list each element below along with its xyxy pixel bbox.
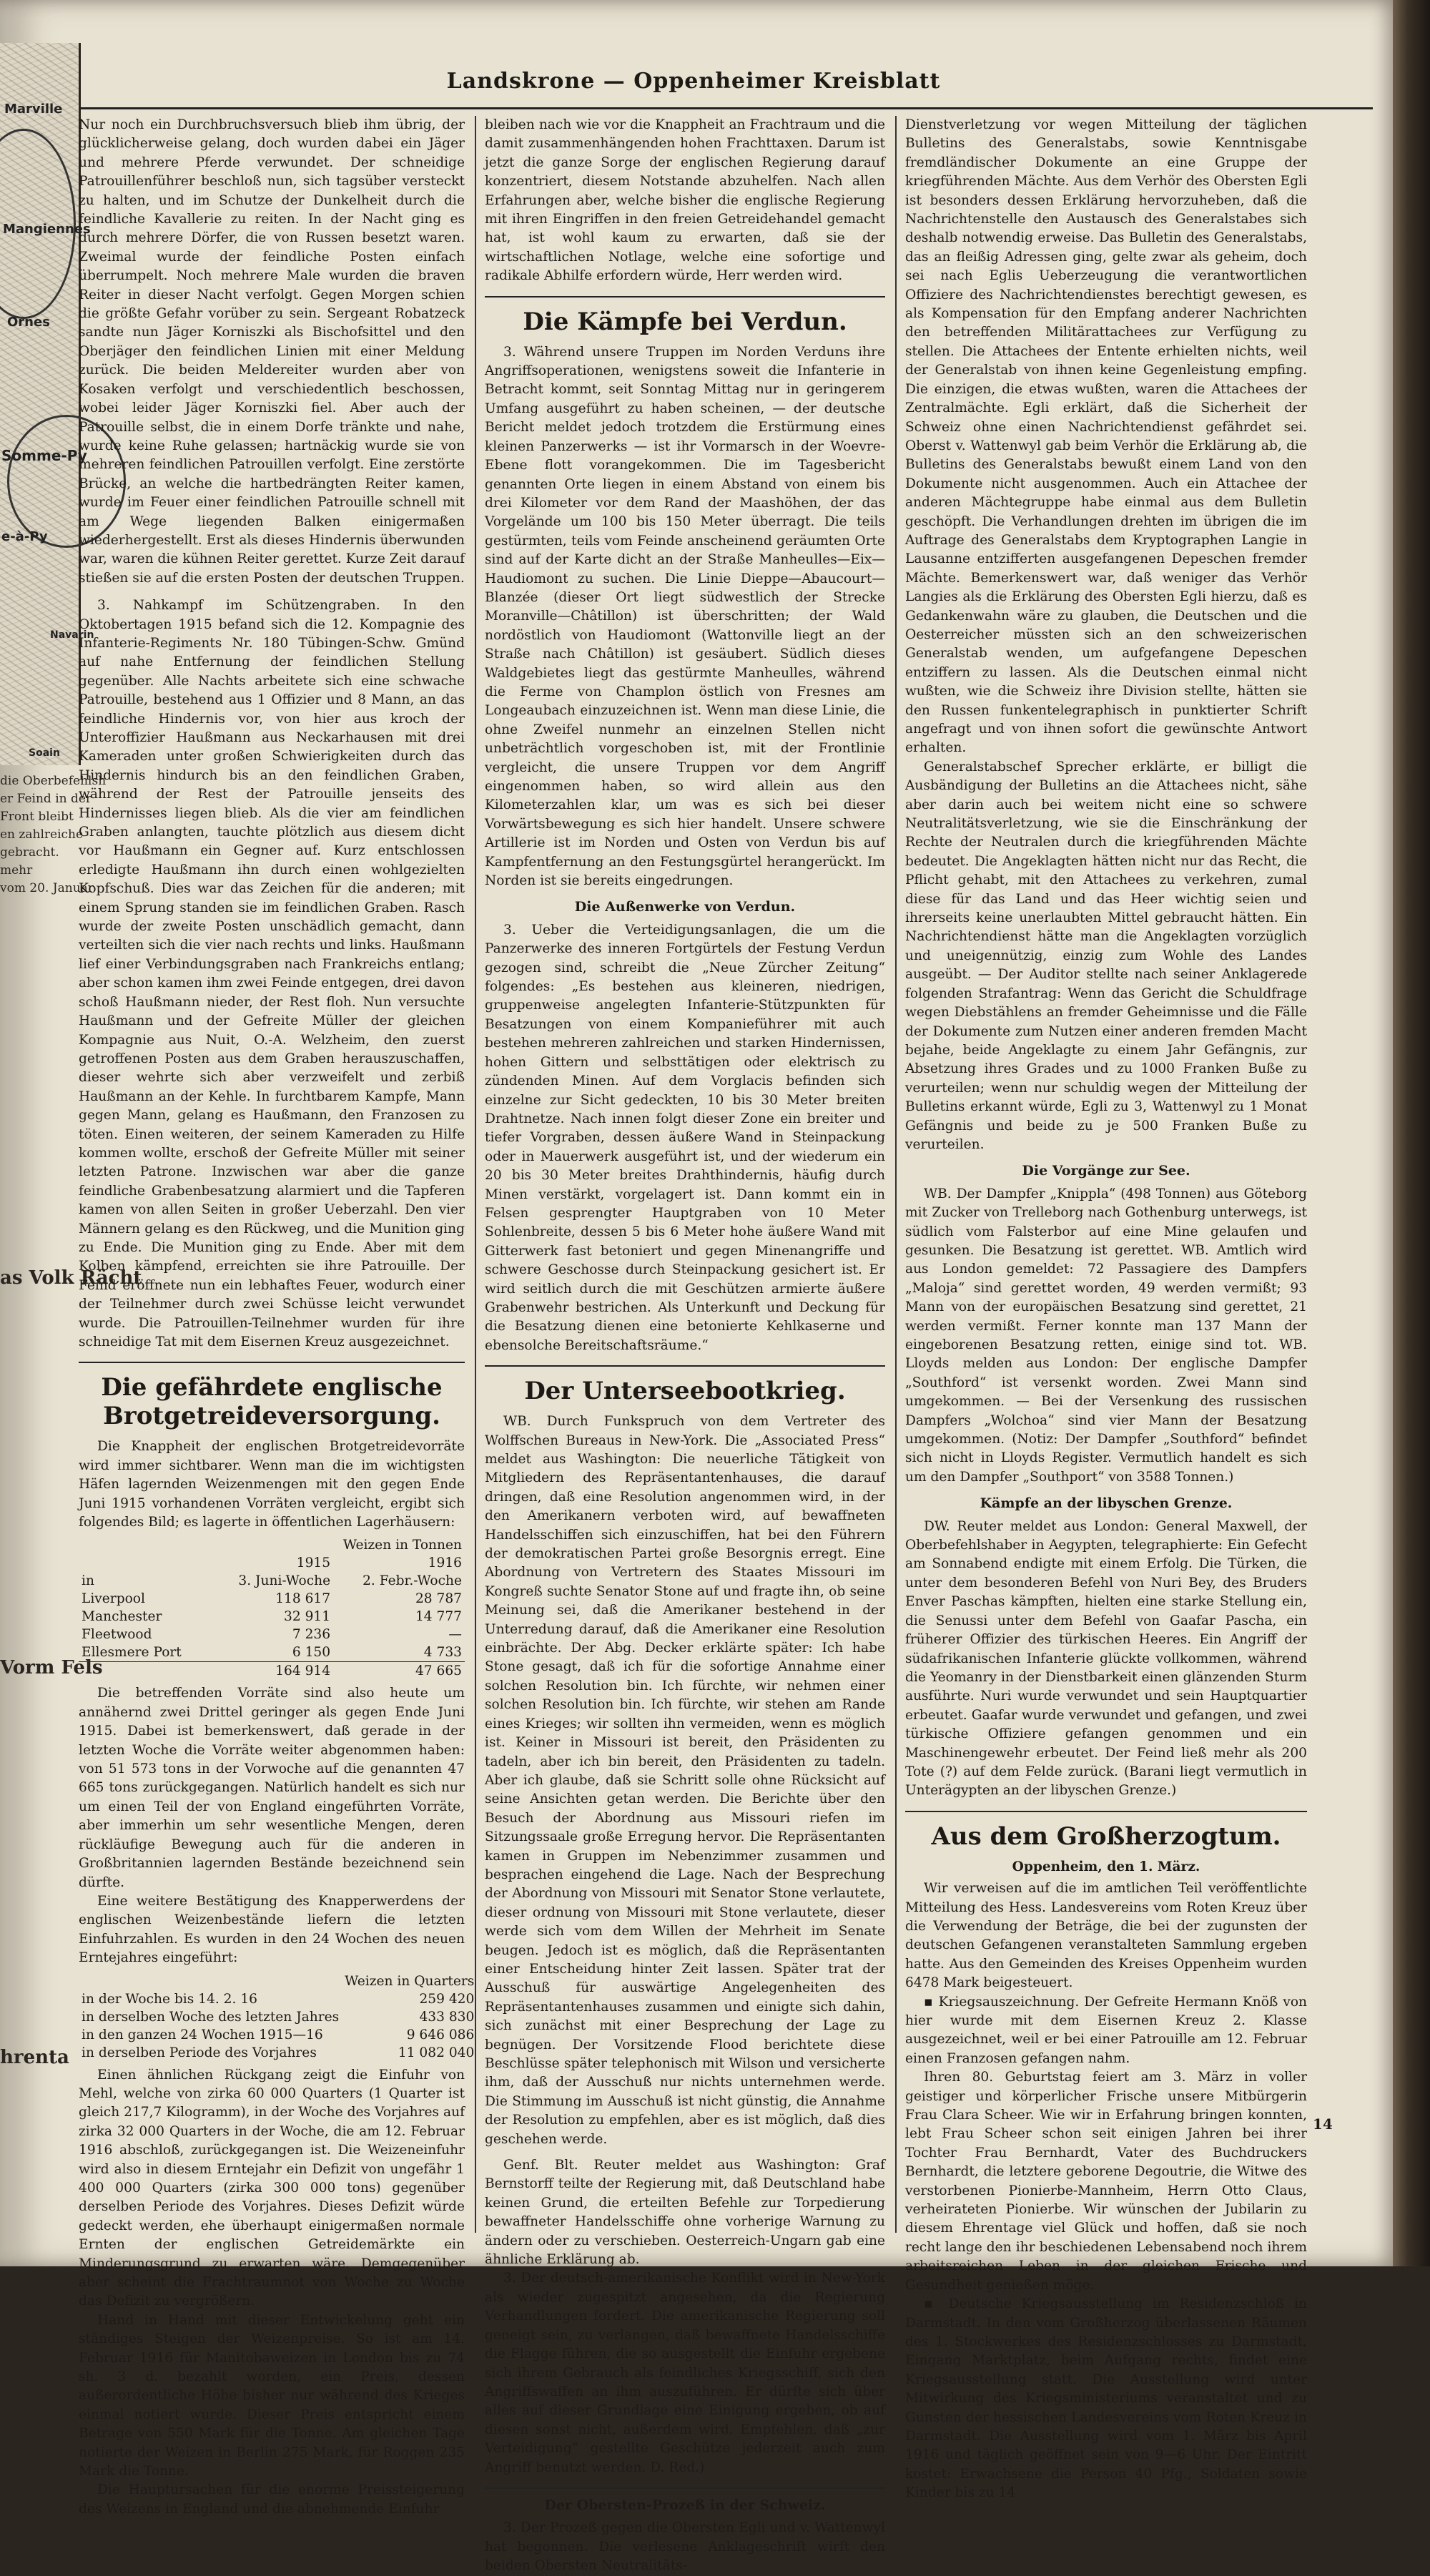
article-paragraph: Einen ähnlichen Rückgang zeigt die Einfuhr von Mehl, welche von zirka 60 000 Quarters (1 Quarter ist gleich 217,7 Kilogramm), in der Woche des Vorjahres auf zirka 32 000 Quarters in der Woche, die am 12. Februar 1916 abschloß, zurückgegangen ist. Die Weizeneinfuhr wird also in diesem Erntejahr ein Defizit von ungefähr 1 400 000 Quarters (zirka 300 000 tons) gegenüber derselben Periode des Vorjahres. Dieses Defizit würde gedeckt werden, ehe überhaupt einigermaßen normale Ernten der englischen Getreidemärkte ein Minderungsgrund zu erwarten wäre. Demgegenüber aber scheint die Frachtraumnot von Woche zu Woche das Defizit zu vergrößern. [79,2067,465,2309]
table-row [79,1590,465,1608]
table-cell: 4 733 [423,1645,462,1661]
table-year: 1916 [428,1555,462,1571]
table-cell: Liverpool [82,1591,145,1607]
subheadline-obersten-prozess: Der Obersten-Prozeß in der Schweiz. [544,2497,826,2513]
table-cell: in derselben Woche des letzten Jahres [82,2009,340,2025]
map-label: Marville [4,102,63,117]
margin-text: die Oberbefehlsh [0,774,107,788]
table-row [79,1643,465,1662]
page-number: 14 [1313,2115,1333,2133]
article-paragraph: 3. Der deutsch-amerikanische Konflikt wird in New-York als wieder zugespitzt angesehen, da die Regierung Verhandlungen fordert. Die amerikanische Regierung soll geneigt sein, zu verlangen, daß bewaffnete Handelsschiffe die Flagge führen, die so ausgestellt die Einfuhr ergebene sich ihrem Gebrauch als feindliches Kriegsschiff, sich den Angriffswaffen an ihm auszuführen. Er dürfte sich über alles auf dieser Grundlage eine Einigung ergeben, ob auf diesen sonst nicht, außerdem wird. Empfehlen, daß „zur Verteidigung“ gestellte Geschütze jederzeit auch zum Angriff benutzt werden. D. Red.) [485,2271,885,2475]
table-cell: 6 150 [292,1645,331,1661]
article-paragraph: WB. Durch Funkspruch von dem Vertreter des Wolffschen Bureaus in New-York. Die „Associated Press“ meldet aus Washington: Die neuerliche Tätigkeit von Mitgliedern des Repräsentantenhauses, die darauf dringen, daß eine Resolution angenommen wird, in der den Amerikanern verboten wird, auf bewaffneten Handelsschiffen sich einzuschiffen, hat bei den Führern der demokratischen Partei große Besorgnis erregt. Eine Abordnung von Vertretern des Staates Missouri im Kongreß suchte Senator Stone auf und fragte ihn, ob seine Meinung sei, daß die Amerikaner bestehend in der Unterredung darauf, daß die Amerikaner eine Resolution einbrächte. Der Abg. Decker erklärte später: Ich habe Stone gesagt, daß ich für die sofortige Annahme einer solchen Resolution bin. Ich fürchte, wir nehmen einer solchen Resolution bin. Ich fürchte, wir stehen am Rande eines Krieges; wir sollten ihn vermeiden, wenn es möglich ist. Keiner in Missouri ist bereit, den Präsidenten zu tadeln, aber ich bin bereit, den Präsidenten zu tadeln. Aber ich glaube, daß sie Schritt solle ohne Rücksicht auf seine Ansichten getan werden. Die Berichte über den Besuch der Abordnung aus Missouri riefen im Sitzungssaale große Erregung hervor. Die Repräsentanten kamen in Gruppen im Nebenzimmer zusammen und besprachen eingehend die Lage. Nach der Besprechung der Abordnung von Missouri mit Senator Stone verlautete, dieser ordnung von Missouri mit Stone verlautete, dieser werde sich vom dem Willen der Mehrheit im Senate beugen. Jedoch ist es möglich, daß die Repräsentanten einer Entscheidung hinter Zeit lassen. Später trat der Ausschuß für auswärtige Angelegenheiten des Repräsentantenhauses zusammen und einigte sich dahin, sich zunächst mit einer Besprechung der Lage zu begnügen. Der Vorsitzende Flood berichtete diese Beschlüsse später telephonisch mit Wilson und versicherte ihm, daß der Ausschuß nur nichts unternehmen werde. Die Stimmung im Ausschuß ist nicht günstig, die Annahme der Resolution zu empfehlen, aber es ist möglich, daß dies geschehen werde. [485,1414,885,2147]
margin-heading: hrenta [0,2047,69,2068]
article-paragraph: Eine weitere Bestätigung des Knapperwerdens der englischen Weizenbestände liefern die letzten Einfuhrzahlen. Es wurden in den 24 Wochen des neuen Erntejahres eingeführt: [79,1893,465,1966]
table-header: Weizen in Quarters [345,1973,475,1989]
table-cell: 3. Juni-Woche [238,1573,331,1589]
article-paragraph: Nur noch ein Durchbruchsversuch blieb ihm übrig, der glücklicherweise gelang, doch wurden dabei ein Jäger und mehrere Pferde verwundet. Der schneidige Patrouillenführer beschloß nun, sich tagsüber versteckt zu halten, und im Schutze der Dunkelheit durch die feindliche Kavallerie zu reiten. In der Nacht ging es durch mehrere Dörfer, die von Russen besetzt waren. Zweimal wurde der feindliche Posten einfach überrumpelt. Noch mehrere Male wurden die braven Reiter in dieser Nacht verfolgt. Gegen Morgen schien die größte Gefahr vorüber zu sein. Sergeant Robatzeck sandte nun Jäger Korniszki als Bischofsittel und den Oberjäger den feindlichen Linien mit einer Meldung zurück. Die beiden Meldereiter wurden aber von Kosaken verfolgt und verschiedentlich beschossen, wobei leider Jäger Korniszki fiel. Aber auch der Patrouille selbst, die in einem Dorfe tränkte und nahe, wurde keine Ruhe gelassen; hartnäckig wurde sie von mehreren feindlichen Patrouillen verfolgt. Eine zerstörte Brücke, an welche die hartbedrängten Reiter kamen, wurde im Feuer einer feindlichen Patrouille schnell mit am Wege liegenden Balken einigermaßen wiederhergestellt. Erst als dieses Hindernis überwunden war, waren die kühnen Reiter gerettet. Kurze Zeit darauf stießen sie auf die ersten Posten der deutschen Truppen. [79,117,465,586]
table-cell: 7 236 [292,1627,331,1643]
table-year: 1915 [296,1555,331,1571]
table-cell: 2. Febr.-Woche [363,1573,462,1589]
table-cell: 14 777 [415,1609,462,1625]
article-paragraph: Die Knappheit der englischen Brotgetreidevorräte wird immer sichtbarer. Wenn man die im wichtigsten Häfen lagernden Weizenmengen mit den gegen Ende Juni 1915 vorhandenen Vorräten vergleicht, ergibt sich folgendes Bild; es lagerte in öffentlichen Lagerhäusern: [79,1439,465,1530]
article-paragraph: 3. Ueber die Verteidigungsanlagen, die um die Panzerwerke des inneren Fortgürtels der Festung Verdun gezogen sind, schreibt die „Neue Zürcher Zeitung“ folgendes: „Es bestehen aus kleineren, niedrigen, gruppenweise angelegten Infanterie-Stützpunkten für Besatzungen von einem Kompanieführer mit auch bestehen mehreren zahlreichen und starken Hindernissen, hohen Gittern und selbsttätigen oder elektrisch zu zündenden Minen. Auf dem Vorglacis befinden sich einzelne zur Sicht gedeckten, 10 bis 30 Meter breiten Drahtnetze. Nach innen folgt dieser Zone ein breiter und tiefer Vorgraben, dessen äußere Wand in Steinpackung oder in Mauerwerk ausgeführt ist, und der wiederum ein 20 bis 30 Meter breites Drahthindernis, häufig durch Minen verstärkt, vorgelagert ist. Dann kommt ein in Felsen gesprengter Hauptgraben von 10 Meter Sohlenbreite, dessen 5 bis 6 Meter hohe äußere Wand mit Gitterwerk fast betoniert und gegen Minenangriffe und schwere Geschosse durch Steinpackung gesichert ist. Er wird seitlich durch die mit Geschützen armierte äußere Grabenwehr bestrichen. Als Unterkunft und Deckung für die Besatzung dienen eine betonierte Kehlkaserne und ebensolche Bereitschaftsräume.“ [485,922,885,1353]
map-label: Mangiennes [3,222,91,237]
masthead-rule [79,107,1373,109]
article-paragraph: Die betreffenden Vorräte sind also heute um annähernd zwei Drittel geringer als gegen Ende Juni 1915. Dabei ist bemerkenswert, daß gerade in der letzten Woche die Vorräte weiter abgenommen haben: von 51 573 tons in der Vorwoche auf die genannten 47 665 tons zurückgegangen. Natürlich handelt es sich nur um einen Teil der von England eingeführten Vorräte, aber immerhin um sehr wesentliche Mengen, deren rückläufige Bewegung auch für die anderen in Großbritannien lagernden Bestände bezeichnend sein dürfte. [79,1686,465,1890]
margin-text: mehr [0,863,33,877]
subheadline-see: Die Vorgänge zur See. [1022,1163,1190,1179]
table-cell: 259 420 [419,1991,475,2007]
table-row [79,1608,465,1626]
table-sum-row [79,1662,465,1681]
article-paragraph: ▪ Deutsche Kriegsausstellung im Residenzschloß in Darmstadt. In den vom Großherzog überlassenen Räumen des 1. Stockwerkes des Residenzschlosses zu Darmstadt, Eingang Marktplatz, beim Aufgang rechts, findet eine Kriegsausstellung statt. Die Ausstellung wird unter Mitwirkung des Kriegsministeriums veranstaltet und zu Gunsten der hessischen Landesvereins vom Roten Kreuz in Darmstadt. Die Ausstellung wird vom 1. März bis April 1916 und täglich geöffnet sein von 9—6 Uhr. Der Eintritt kostet: Erwachsene die Person 40 Pfg., Soldaten sowie Kinder bis zu 14 [905,2296,1307,2501]
article-paragraph: Ihren 80. Geburtstag feiert am 3. März in voller geistiger und körperlicher Frische unsere Mitbürgerin Frau Clara Scheer. Wie wir in Erfahrung bringen konnten, lebt Frau Scheer schon seit einigen Jahren bei ihrer Tochter Frau Bernhardt, Vater des Buchdruckers Bernhardt, die letztere geborene Degoutrie, die Witwe des verstorbenen Pionierbe-Mannheim, Herrn Otto Claus, verheirateten Pionierbe. Wir wünschen der Jubilarin zu diesem Ehrentage viel Glück und hoffen, daß sie noch recht lange den ihr beschiedenen Lebensabend noch ihrem arbeitsreichen Leben in der gleichen Frische und Gesundheit genießen möge. [905,2070,1307,2293]
dateline: Oppenheim, den 1. März. [1012,1859,1200,1874]
headline-grossherzogtum: Aus dem Großherzogtum. [931,1822,1281,1851]
map-label: e-à-Py [1,529,48,544]
margin-heading: as Volk Rächt [0,1267,142,1289]
table-cell: 433 830 [419,2009,475,2025]
table-cell: 11 082 040 [398,2045,475,2060]
article-paragraph: DW. Reuter meldet aus London: General Maxwell, der Oberbefehlshaber in Aegypten, telegraphierte: Ein Gefecht am Sonnabend endigte mit einem Erfolg. Die Türken, die unter dem besonderen Befehl von Nuri Bey, des Bruders Enver Paschas kämpften, hielten eine starke Stellung ein, die Senussi unter dem Befehl von Gaafar Pascha, ein früherer Offizier des türkischen Heeres. Ein Angriff der südafrikanischen Infanterie glückte vollkommen, während die Yeomanry in der Dienstbarkeit einen glänzenden Sturm ausführte. Nuri wurde verwundet und sein Hauptquartier erbeutet. Gaafar wurde verwundet und gefangen, und zwei türkische Offiziere gefangen genommen und ein Maschinengewehr erbeutet. Der Feind ließ mehr als 200 Tote (?) auf dem Felde zurück. (Barani liegt vermutlich in Unterägypten an der libyschen Grenze.) [905,1518,1307,1799]
table-cell: in [82,1573,94,1589]
section-rule [905,1811,1307,1812]
column-1 [79,116,475,2519]
table-row [79,2026,477,2044]
article-paragraph: Wir verweisen auf die im amtlichen Teil veröffentlichte Mitteilung des Hess. Landesvereins vom Roten Kreuz über die Verwendung der Beträge, die bei der zugunsten der deutschen Gefangenen veranstalteten Sammlung ergeben hatte. Aus den Gemeinden des Kreises Oppenheim wurden 6478 Mark beigesteuert. [905,1881,1307,1991]
column-3 [905,116,1307,2503]
table-cell: Ellesmere Port [82,1645,182,1661]
masthead: Landskrone — Oppenheimer Kreisblatt [446,69,941,94]
column-divider [475,116,476,2233]
section-rule [485,296,885,298]
margin-text: gebracht. [0,845,59,860]
headline-verdun: Die Kämpfe bei Verdun. [523,307,847,336]
table-header: Weizen in Tonnen [342,1538,462,1553]
map-label: Ornes [7,315,50,330]
binding-edge [1393,0,1430,2266]
margin-text: Front bleibt [0,810,74,824]
article-paragraph: Hand in Hand mit dieser Entwickelung geht ein ständiges Steigen der Weizenpreise. So ist am 14. Februar 1916 für Manitobaweizen in London bis zu 74 sh. 3 d. bezahlt worden, ein Preis, dessen außerordentliche Höhe bisher nur während des Krieges einmal notiert wurde. Dieser Preis entspricht einem Betrage von 550 Mark für die Tonne. Am gleichen Tage notierte der Weizen in Berlin 275 Mark, für Roggen 235 Mark die Tonne. [79,2312,465,2479]
table-cell: 9 646 086 [406,2027,475,2042]
margin-heading: Vorm Fels [0,1657,103,1678]
section-rule [485,2487,885,2489]
map-label: Somme-Py [1,447,87,464]
table-row [79,2008,477,2026]
table-cell: in den ganzen 24 Wochen 1915—16 [82,2027,323,2042]
headline-unterseebootkrieg: Der Unterseebootkrieg. [524,1377,846,1406]
article-paragraph: bleiben nach wie vor die Knappheit an Frachtraum und die damit zusammenhängenden hohen Frachttaxen. Darum ist jetzt die ganze Sorge der englischen Regierung darauf konzentriert, diesem Notstande abzuhelfen. Nach allen Erfahrungen aber, welche bisher die englische Regierung mit ihren Eingriffen in den freien Getreidehandel gemacht hat, ist wohl kaum zu erwarten, daß sie der wirtschaftlichen Notlage, welche eine sofortige und radikale Abhilfe erfordern würde, Herr werden wird. [485,117,885,284]
wheat-import-table [79,1972,477,2062]
table-row [79,1626,465,1643]
table-cell: 118 617 [275,1591,331,1607]
column-divider [895,116,897,2233]
table-cell: 28 787 [415,1591,462,1607]
table-cell: Fleetwood [82,1627,152,1643]
table-row [79,1990,477,2008]
margin-text: er Feind in der [0,792,92,806]
margin-text: en zahlreiche [0,827,84,842]
map-fragment [0,43,94,765]
article-paragraph: Genf. Blt. Reuter meldet aus Washington: Graf Bernstorff teilte der Regierung mit, daß Deutschland habe keinen Grund, die erteilten Befehle zur Torpedierung bewaffneter Handelsschiffe ohne vorherige Warnung zu ändern oder zu verschieben. Oesterreich-Ungarn gab eine ähnliche Erklärung ab. [485,2158,885,2268]
wheat-stock-table [79,1536,465,1680]
article-paragraph: Die Hauptursachen für die enorme Preissteigerung des Weizens in England und die abnehmende Einfuhr [79,2482,465,2517]
table-cell: in derselben Periode des Vorjahres [82,2045,317,2060]
margin-text: vom 20. Januar [0,881,94,895]
article-paragraph: ▪ Kriegsauszeichnung. Der Gefreite Hermann Knöß von hier wurde mit dem Eisernen Kreuz 2. Klasse ausgezeichnet, weil er bei einer Patrouille am 12. Februar einen Franzosen gefangen nahm. [905,1994,1307,2066]
map-label: Soain [29,747,60,759]
table-cell: Manchester [82,1609,162,1625]
section-rule [485,1365,885,1367]
article-paragraph: 3. Nahkampf im Schützengraben. In den Oktobertagen 1915 befand sich die 12. Kompagnie des Infanterie-Regiments Nr. 180 Tübingen-Schw. Gmünd auf nahe Entfernung der feindlichen Stellung gegenüber. Alle Nachts arbeitete sich eine schwache Patrouille, bestehend aus 1 Offizier und 8 Mann, an das feindliche Hindernis vor, von hier aus kroch der Unteroffizier Haußmann aus Neckarhausen mit drei Kameraden unter großen Schwierigkeiten durch das Hindernis hindurch bis an den feindlichen Graben, während der Rest der Patrouille jenseits des Hindernisses liegen blieb. Als die vier am feindlichen Graben anlangten, tauchte plötzlich aus diesem dicht vor Haußmann ein Gegner auf. Kurz entschlossen erledigte Haußmann ihn durch einen wohlgezielten Kopfschuß. Dies war das Zeichen für die anderen; mit einem Sprung standen sie im feindlichen Graben. Rasch wurde der zweite Posten unschädlich gemacht, dann verteilten sich die vier nach rechts und links. Haußmann lief einer Verbindungsgraben nach Frankreichs entlang; aber schon kamen ihm zwei Feinde entgegen, drei davon schoß Haußmann nieder, der Rest floh. Nun versuchte Haußmann und der Gefreite Müller der gleichen Kompagnie aus Nuit, O.-A. Welzheim, den zuerst getroffenen Posten aus dem Graben herauszuschaffen, dieser wehrte sich aber verzweifelt und zerbiß Haußmann an der Kehle. In furchtbarem Kampfe, Mann gegen Mann, gelang es Haußmann, den Franzosen zu töten. Einen weiteren, der seinem Kameraden zu Hilfe kommen wollte, erschoß der Gefreite Müller mit seiner letzten Patrone. Inzwischen war aber die ganze feindliche Grabenbesatzung alarmiert und die Tapferen kamen von allen Seiten in großer Ueberzahl. Den vier Männern gelang es den Rückweg, und die Munition ging zu Ende. Die Munition ging zu Ende. Aber mit dem Kolben kämpfend, erreichten sie ihre Patrouille. Der Feind eröffnete nun ein lebhaftes Feuer, wodurch einer der Teilnehmer durch zwei Schüsse leicht verwundet wurde. Die Patrouillen-Teilnehmer wurden für ihre schneidige Tat mit dem Eisernen Kreuz ausgezeichnet. [79,598,465,1350]
article-paragraph: Dienstverletzung vor wegen Mitteilung der täglichen Bulletins des Generalstabs, sowie Kenntnisgabe fremdländischer Dokumente an eine Gruppe der kriegführenden Mächte. Aus dem Verhör des Obersten Egli ist besonders dessen Erklärung hervorzuheben, daß die Nachrichtenstelle den Austausch des Generalstabes sich deshalb notwendig erweise. Das Bulletin des Generalstabs, das an fleißig Adressen ging, gelte zwar als geheim, doch sei nach Eglis Ueberzeugung die verantwortlichen Offiziere des Nachrichtendienstes berechtigt gewesen, es als Kompensation für den Empfang anderer Nachrichten den betreffenden Militärattachees zur Verfügung zu stellen. Die Attachees der Entente erhielten nichts, weil der Generalstab von ihnen keine Gegenleistung empfing. Die einzigen, die etwas wußten, waren die Attachees der Zentralmächte. Egli erklärt, daß die Sicherheit der Schweiz ohne einen Nachrichtendienst gefährdet sei. Oberst v. Wattenwyl gab beim Verhör die Erklärung ab, die Bulletins des Generalstabs bewußt einem Land von den Dokumente nicht ausgenommen. Auch ein Attachee der anderen Mächtegruppe habe einmal aus dem Bulletin geschöpft. Die Verhandlungen drehten im übrigen die im Auftrage des Generalstabs dem Kryptographen Langie in Lausanne entzifferten ausgefangenen Depeschen fremder Mächte. Bemerkenswert war, daß weniger das Verhör Langies als die Erklärung des Obersten Egli hierzu, daß es Gedankenwahn wäre zu glauben, die Deutschen und die Oesterreicher müssten sich an den schweizerischen Generalstab wenden, um aufgefangene Depeschen entziffern zu lassen. Als die Deutschen einmal nicht wußten, wie die Schweiz ihre Division stellte, hätten sie den Russen funkentelegraphisch in punktierter Schrift angefragt und von ihnen sofort die gewünschte Antwort erhalten. [905,117,1307,756]
table-cell: 47 665 [333,1662,465,1681]
article-paragraph: 3. Der Prozeß gegen die Obersten Egli und v. Wattenwyl hat begonnen. Die verlesene Anklageschrift wirft den beiden Obersten Neutralitäts- [485,2520,885,2574]
column-2 [485,116,885,2576]
table-row [79,2044,477,2062]
subheadline-aussenwerke: Die Außenwerke von Verdun. [574,899,796,915]
section-rule [79,1362,465,1363]
table-cell: 32 911 [284,1609,331,1625]
article-paragraph: 3. Während unsere Truppen im Norden Verduns ihre Angriffsoperationen, wenigstens soweit die Infanterie in Betracht kommt, seit Sonntag Mittag nur in geringerem Umfang ausgeführt zu haben scheinen, — der deutsche Bericht meldet jedoch trotzdem die Erstürmung eines kleinen Panzerwerks — ist ihr Vormarsch in der Woevre-Ebene flott vorangekommen. Die im Tagesbericht genannten Orte liegen in einem Abstand von einem bis drei Kilometer vor dem Rand der Maashöhen, der das Vorgelände um 100 bis 150 Meter überragt. Die teils gestürmten, teils vom Feinde anscheinend geräumten Orte sind auf der Karte dicht an der Straße Manheulles—Eix—Haudiomont zu suchen. Die Linie Dieppe—Abaucourt—Blanzée (dieser Ort liegt südwestlich der Strecke Moranville—Châtillon) ist überschritten; der Wald nordöstlich von Haudiomont (Wattonville liegt an der Straße nach Châtillon) ist gesäubert. Südlich dieses Waldgebietes liegt das gestürmte Manheulles, während die Ferme von Champlon östlich von Fresnes am Longeaubach einzuzeichnen ist. Wenn man diese Linie, die ohne Zweifel nunmehr an einzelnen Stellen nicht unbeträchtlich vorgeschoben ist, mit der Frontlinie vergleicht, die unsere Truppen vor dem Angriff eingenommen haben, so wird allein aus den Kilometerzahlen klar, um was es sich bei dieser Vorwärtsbewegung es sich hier handelt. Unsere schwere Artillerie ist im Norden und Osten von Verdun bis auf Kampfentfernung an den Festungsgürtel herangerückt. Im Norden ist sie bereits eingedrungen. [485,344,885,889]
table-cell: — [448,1627,462,1643]
headline-brotgetreide: Die gefährdete englische Brotgetreideversorgung. [101,1373,443,1431]
article-paragraph: WB. Der Dampfer „Knippla“ (498 Tonnen) aus Göteborg mit Zucker von Trelleborg nach Gothenburg unterwegs, ist südlich vom Falsterbor auf eine Mine gelaufen und gesunken. Die Besatzung ist gerettet. WB. Amtlich wird aus London gemeldet: 72 Passagiere des Dampfers „Maloja“ sind gerettet worden, 49 werden vermißt; 93 Mann von der europäischen Besatzung sind gerettet, 21 werden vermißt. Ferner konnte man 137 Mann der eingeborenen Besatzung retten, einige sind tot. WB. Lloyds melden aus London: Der englische Dampfer „Southford“ ist versenkt worden. Zwei Mann sind umgekommen. — Bei der Versenkung des russischen Dampfers „Wolchoa“ sind vier Mann der Besatzung umgekommen. (Notiz: Der Dampfer „Southford“ befindet sich nicht in Lloyds Register. Vermutlich handelt es sich um den Dampfer „Southport“ von 3588 Tonnen.) [905,1186,1307,1485]
map-label: Navarin [50,629,94,641]
table-cell: in der Woche bis 14. 2. 16 [82,1991,257,2007]
article-paragraph: Generalstabschef Sprecher erklärte, er billigt die Ausbändigung der Bulletins an die Attachees nicht, sähe aber darin auch bei weitem nicht eine so schwere Neutralitätsverletzung, wie sie die Einschränkung der Rechte der Neutralen durch die kriegführenden Mächte bedeutet. Die Angeklagten hätten nicht nur das Recht, die Pflicht gehabt, mit den Attachees zu verkehren, zumal diese für das Land und das Heer wichtig seien und ihrerseits keine unerlaubten Mittel gebraucht hätten. Ein Nachrichtendienst hätte man die Angeklagten vorzüglich und uneigennützig, einzig zum Wohle des Landes ausgeübt. — Der Auditor stellte nach seiner Anklagerede folgenden Strafantrag: Wenn das Gericht die Schuldfrage wegen Diebstählens an fremder Geheimnisse und die Fälle der Dokumente zum Nutzen einer anderen fremden Macht bejahe, beide Angeklagte zu einem Jahr Gefängnis, zur Absetzung ihres Grades und zu 1000 Franken Buße zu verurteilen; wenn nur schuldig wegen der Mitteilung der Bulletins erkannt würde, Egli zu 3, Wattenwyl zu 1 Monat Gefängnis und beide zu je 500 Franken Buße zu verurteilen. [905,759,1307,1152]
subheadline-libyen: Kämpfe an der libyschen Grenze. [980,1495,1233,1512]
table-cell: 164 914 [211,1662,333,1681]
